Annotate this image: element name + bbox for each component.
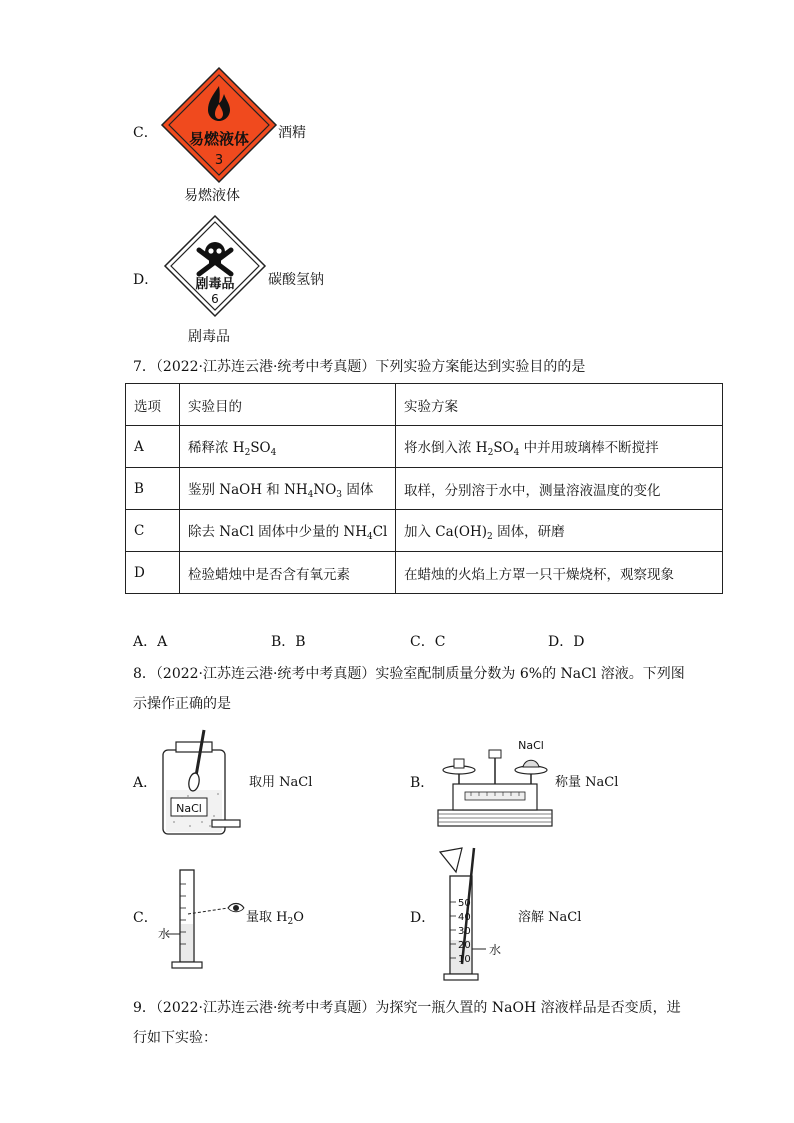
water-label: 水 <box>489 943 502 957</box>
q9-stem-line2: 行如下实验： <box>133 1030 217 1046</box>
option-c-caption: 易燃液体 <box>184 188 240 204</box>
balance-scale-figure <box>435 736 555 830</box>
row-option: D <box>126 552 180 594</box>
graduated-cylinder-reading-figure <box>158 864 246 972</box>
q8-option-d-label: 溶解 NaCl <box>518 910 582 925</box>
option-d-caption: 剧毒品 <box>188 329 230 345</box>
table-row <box>126 552 723 594</box>
option-d-letter: D． <box>133 272 159 288</box>
row-goal: 检验蜡烛中是否含有氧元素 <box>180 552 396 594</box>
q7-answer-a[interactable]: A．A <box>133 634 168 650</box>
sign-number: 3 <box>214 153 224 168</box>
q9-stem-line1: 9．（2022·江苏连云港·统考中考真题）为探究一瓶久置的 NaOH 溶液样品是否变质，进 <box>133 1000 681 1016</box>
sign-text: 易燃液体 <box>188 130 250 148</box>
tick-label: 50 <box>458 898 471 909</box>
experiment-table <box>125 383 723 594</box>
q8-option-b-letter[interactable]: B． <box>410 775 435 791</box>
q8-option-d-letter[interactable]: D． <box>410 910 436 926</box>
row-plan: 取样，分别溶于水中，测量溶液温度的变化 <box>396 468 723 510</box>
q8-option-b-label: 称量 NaCl <box>555 775 619 790</box>
header-goal: 实验目的 <box>180 384 396 426</box>
eye-icon <box>228 904 244 912</box>
q7-answer-d[interactable]: D．D <box>548 634 585 650</box>
toxic-sign <box>163 214 267 318</box>
flammable-liquid-sign <box>160 66 278 184</box>
q7-stem: 7．（2022·江苏连云港·统考中考真题）下列实验方案能达到实验目的的是 <box>133 359 586 375</box>
option-c-letter: C． <box>133 125 158 141</box>
row-plan: 在蜡烛的火焰上方罩一只干燥烧杯，观察现象 <box>396 552 723 594</box>
table-row <box>126 510 723 552</box>
q7-answer-c[interactable]: C．C <box>410 634 446 650</box>
row-goal: 稀释浓 $H_2SO_4$ <box>180 426 396 468</box>
table-row <box>126 426 723 468</box>
row-plan: 将水倒入浓 $H_2SO_4$ 中并用玻璃棒不断搅拌 <box>396 426 723 468</box>
q8-option-a-label: 取用 NaCl <box>249 775 313 790</box>
table-header-row <box>126 384 723 426</box>
header-option: 选项 <box>126 384 180 426</box>
pan-label: NaCl <box>518 739 544 752</box>
option-d-substance: 碳酸氢钠 <box>268 272 324 288</box>
row-goal: 鉴别 NaOH 和 $NH_4NO_3$ 固体 <box>180 468 396 510</box>
tick-label: 10 <box>458 954 471 965</box>
q8-stem-line2: 示操作正确的是 <box>133 696 231 712</box>
row-option: B <box>126 468 180 510</box>
q8-option-c-label: 量取 $H_2O$ <box>246 910 304 927</box>
sign-text: 剧毒品 <box>195 277 235 292</box>
row-option: C <box>126 510 180 552</box>
tick-label: 30 <box>458 926 471 937</box>
header-plan: 实验方案 <box>396 384 723 426</box>
tick-label: 40 <box>458 912 471 923</box>
sign-number: 6 <box>211 292 219 306</box>
water-label: 水 <box>158 927 171 941</box>
option-c-substance: 酒精 <box>278 125 306 141</box>
bottle-label: NaCl <box>176 802 202 815</box>
row-option: A <box>126 426 180 468</box>
tick-label: 20 <box>458 940 471 951</box>
reagent-bottle-spoon-figure <box>160 726 246 838</box>
table-row <box>126 468 723 510</box>
row-plan: 加入 $Ca(OH)_2$ 固体，研磨 <box>396 510 723 552</box>
q8-stem-line1: 8．（2022·江苏连云港·统考中考真题）实验室配制质量分数为 6%的 NaCl 溶液。下列图 <box>133 666 685 682</box>
q8-option-c-letter[interactable]: C． <box>133 910 158 926</box>
row-goal: 除去 NaCl 固体中少量的 $NH_4Cl$ <box>180 510 396 552</box>
q8-option-a-letter[interactable]: A． <box>133 775 158 791</box>
graduated-cylinder-dissolve-figure <box>436 846 512 982</box>
q7-answer-b[interactable]: B．B <box>271 634 306 650</box>
